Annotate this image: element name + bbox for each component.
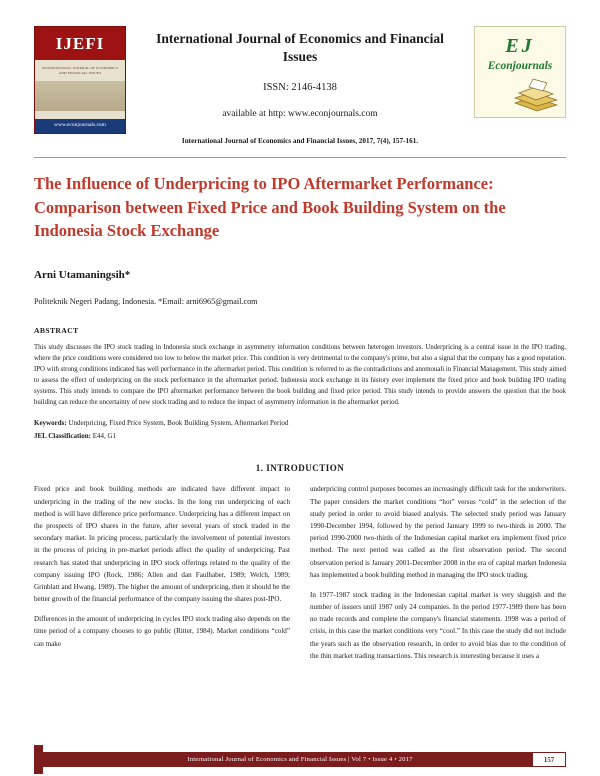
ijefi-acronym: IJEFI <box>35 27 125 60</box>
author-affiliation: Politeknik Negeri Padang, Indonesia. *Email: arni6965@gmail.com <box>34 296 258 306</box>
abstract-label: ABSTRACT <box>34 325 79 335</box>
paragraph: underpricing control purposes becomes an increasingly difficult task for the underwriters. The paper considers the market conditions “hot” versus “cold” in the selection of the study period in order to avoid biased analysis. The selected study period was January 1990-December 1994, followed by the period January 1999 to two-thirds in 2000. The period 1990-2000 two-thirds of the Indonesian capital market era implement fixed price method. The next period was called as the first observation period. The second observation period is January 2001-December 2008 in the era of capital market Indonesia has implemented a book building method in managing the IPO stock trading. <box>310 485 566 579</box>
journal-url: available at http: www.econjournals.com <box>222 109 378 120</box>
masthead-center <box>136 26 464 145</box>
journal-title: International Journal of Economics and Financial Issues <box>156 31 444 65</box>
jel-label: JEL Classification: <box>34 431 91 440</box>
books-icon <box>513 77 559 113</box>
ijefi-subtitle: INTERNATIONAL JOURNAL OF ECONOMICS AND FINANCIAL ISSUES <box>42 66 118 75</box>
abstract-text: This study discusses the IPO stock trading in Indonesia stock exchange in asymmetry information conditions between heterogen investors. Underpricing is a central issue in the IPO trading, where the price conditions were considered too low to below the market price. This condition is very detrimental to the company's prime, but also a signal that the company has a good reputation. IPO with strong conditions indicated has well performance in the aftermarket period. This condition is referred to as the contradictions and anomouali in Financial Management. This study aimed to assess the effect of underpricing on the stock performance in the aftermarket period. Indonesia stock exchange in its history ever implement the fixed price and book building IPO trading systems. This study intends to compare the IPO aftermarket performance between the book building and fixed price period. This study intends to provide answers the question that the book building can reduce the uncertainty of new stock trading and to reduce the impact of asymmetry information in the aftermarket period. <box>34 343 566 406</box>
ej-wordmark: Econjournals <box>487 60 553 72</box>
keywords-label: Keywords: <box>34 418 67 427</box>
journal-logo-left <box>34 26 126 134</box>
footer-text: International Journal of Economics and Financial Issues | Vol 7 • Issue 4 • 2017 <box>34 752 566 767</box>
paper-title: The Influence of Underpricing to IPO Aftermarket Performance: Comparison between Fixed Price and Book Building System on the Indonesia Stock Exchange <box>34 174 506 241</box>
ijefi-logo <box>34 26 126 134</box>
paragraph: Fixed price and book building methods are indicated have different impact to underpricing in the trading of the new stocks. In the long run underpricing of each method is will have difference price performance. Underpricing has a different impact on the prospects of IPO shares in the future, after several years of stock traded in the secondary market. In pricing process, particularly the involvement of potential investors in the process of pricing in pre-market periods affect the quality of underpricing. Past research has stated that underpricing in IPO stock offerings related to the quality of the company issuing IPO (Rock, 1986; Allen and dan Faulhaber, 1989; Welch, 1989; Grinblatt and Hwang, 1989). The higher the amount of underpricing, then it should be the better growth of the financial performance of the company issuing the shares post-IPO. <box>34 485 290 604</box>
journal-issn: ISSN: 2146-4138 <box>263 82 337 94</box>
page-footer <box>0 746 600 776</box>
paragraph: In 1977-1987 stock trading in the Indonesian capital market is very sluggish and the number of issuers until 1987 only 24 companies. In the period 1977-1989 there has been no trade records and complete the company's financial statements. 1998 was a period of crisis, in this case the market conditions very “cool.” In this case the study did not include the years such as the observation research, in order to avoid bias due to the condition of the thin market trading transactions. This research is interesting because it uses a <box>310 590 566 660</box>
issue-citation: International Journal of Economics and Financial Issues, 2017, 7(4), 157-161. <box>181 137 419 146</box>
ijefi-band <box>35 81 125 111</box>
paragraph: Differences in the amount of underpricing in cycles IPO stock trading also depends on the time period of a company chooses to go public (Ritter, 1984). Market conditions “cold” can make <box>34 615 290 648</box>
jel-line <box>34 431 566 442</box>
masthead-divider <box>34 157 566 158</box>
keywords-value: Underpricing, Fixed Price System, Book Building System, Aftermarket Period <box>68 418 289 427</box>
ijefi-cover-art <box>35 60 125 119</box>
section-heading-introduction: 1. INTRODUCTION <box>255 463 345 474</box>
keywords-line <box>34 418 566 429</box>
page-number: 157 <box>532 752 566 767</box>
jel-value: E44, G1 <box>92 431 117 440</box>
ej-initials: EJ <box>505 35 535 57</box>
ijefi-footer-url: www.econjournals.com <box>35 119 125 133</box>
masthead <box>34 26 566 145</box>
econjournals-logo <box>474 26 566 118</box>
body-column-left <box>34 483 290 670</box>
publisher-logo-right <box>474 26 566 118</box>
body-column-right <box>310 483 566 670</box>
author-name: Arni Utamaningsih* <box>34 268 131 281</box>
body-columns <box>34 483 566 670</box>
